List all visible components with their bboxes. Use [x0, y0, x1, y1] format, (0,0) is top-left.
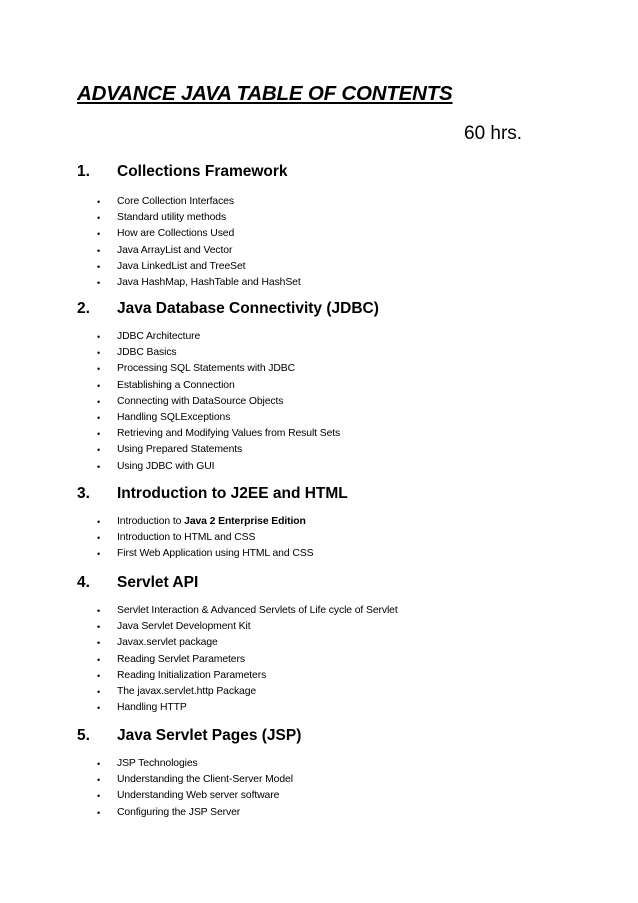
- section-title: Java Servlet Pages (JSP): [117, 727, 302, 744]
- bullet-icon: •: [97, 213, 101, 224]
- bullet-icon: •: [97, 429, 101, 440]
- topic-text: JSP Technologies: [117, 758, 198, 769]
- topic-text: Java HashMap, HashTable and HashSet: [117, 276, 301, 288]
- topic-text: Standard utility methods: [117, 212, 227, 224]
- section-title: Java Database Connectivity (JDBC): [117, 300, 379, 317]
- section-collections-framework: [0, 163, 638, 291]
- topic-text: JDBC Basics: [117, 347, 177, 359]
- topic-text: [117, 514, 306, 530]
- bullet-icon: •: [97, 245, 101, 256]
- bullet-icon: •: [97, 533, 101, 544]
- topic-list: [0, 756, 638, 821]
- section-number: 5.: [77, 727, 90, 744]
- topic-text: Java Servlet Development Kit: [117, 621, 251, 633]
- list-item: [0, 805, 638, 821]
- list-item: [0, 788, 638, 804]
- topic-list: [0, 514, 638, 563]
- bullet-icon: •: [97, 364, 101, 375]
- topic-text: Reading Servlet Parameters: [117, 653, 245, 665]
- topic-text: Processing SQL Statements with JDBC: [117, 363, 296, 375]
- list-item: [0, 378, 638, 394]
- topic-text: Establishing a Connection: [117, 379, 235, 391]
- list-item: [0, 259, 638, 275]
- bullet-icon: •: [97, 606, 101, 616]
- section-title: Servlet API: [117, 574, 199, 591]
- topic-text: JDBC Architecture: [117, 331, 201, 342]
- list-item: [0, 275, 638, 291]
- topic-text: First Web Application using HTML and CSS: [117, 548, 314, 560]
- topic-list: [0, 603, 638, 716]
- topic-text: Core Collection Interfaces: [117, 196, 234, 207]
- bullet-icon: •: [97, 791, 101, 802]
- topic-text: Javax.servlet package: [117, 637, 218, 649]
- list-item: [0, 700, 638, 716]
- list-item: [0, 394, 638, 410]
- topic-text: Using JDBC with GUI: [117, 460, 215, 472]
- topic-text: Reading Initialization Parameters: [117, 669, 267, 681]
- bullet-icon: •: [97, 229, 101, 240]
- document-title: ADVANCE JAVA TABLE OF CONTENTS: [77, 82, 453, 105]
- topic-text-emphasis: Java 2 Enterprise Edition: [184, 516, 306, 527]
- topic-text: How are Collections Used: [117, 228, 235, 240]
- topic-text-prefix: Introduction to: [117, 516, 185, 527]
- list-item: [0, 603, 638, 619]
- section-heading: [0, 574, 638, 598]
- topic-text: Using Prepared Statements: [117, 444, 243, 456]
- section-heading: [0, 727, 638, 751]
- topic-text: The javax.servlet.http Package: [117, 685, 257, 697]
- list-item: [0, 772, 638, 788]
- topic-text: Configuring the JSP Server: [117, 806, 241, 818]
- topic-text: Retrieving and Modifying Values from Result Sets: [117, 428, 341, 440]
- bullet-icon: •: [97, 348, 101, 359]
- list-item: [0, 243, 638, 259]
- section-jsp: [0, 727, 638, 821]
- list-item: [0, 410, 638, 426]
- list-item: [0, 684, 638, 700]
- list-item: [0, 210, 638, 226]
- section-number: 2.: [77, 300, 90, 317]
- list-item: [0, 514, 638, 530]
- topic-text: Java LinkedList and TreeSet: [117, 260, 246, 272]
- bullet-icon: •: [97, 670, 101, 681]
- section-number: 3.: [77, 485, 90, 502]
- topic-text: Understanding the Client-Server Model: [117, 774, 293, 786]
- section-jdbc: [0, 300, 638, 475]
- list-item: [0, 652, 638, 668]
- section-title: Introduction to J2EE and HTML: [117, 485, 348, 502]
- bullet-icon: •: [97, 380, 101, 391]
- bullet-icon: •: [97, 775, 101, 786]
- bullet-icon: •: [97, 759, 101, 769]
- list-item: [0, 194, 638, 210]
- bullet-icon: •: [97, 549, 101, 560]
- course-duration: 60 hrs.: [464, 123, 523, 144]
- section-servlet-api: [0, 574, 638, 716]
- bullet-icon: •: [97, 703, 101, 714]
- list-item: [0, 619, 638, 635]
- bullet-icon: •: [97, 445, 101, 456]
- section-j2ee-html: [0, 485, 638, 563]
- bullet-icon: •: [97, 412, 101, 423]
- list-item: [0, 756, 638, 772]
- topic-list: [0, 194, 638, 291]
- section-number: 1.: [77, 163, 90, 180]
- section-number: 4.: [77, 574, 90, 591]
- bullet-icon: •: [97, 197, 101, 207]
- bullet-icon: •: [97, 807, 101, 818]
- list-item: [0, 668, 638, 684]
- bullet-icon: •: [97, 261, 101, 272]
- bullet-icon: •: [97, 332, 101, 342]
- topic-text: Handling SQLExceptions: [117, 411, 231, 423]
- list-item: [0, 345, 638, 361]
- topic-list: [0, 329, 638, 475]
- bullet-icon: •: [97, 396, 101, 407]
- list-item: [0, 546, 638, 562]
- list-item: [0, 426, 638, 442]
- list-item: [0, 361, 638, 377]
- topic-text: Handling HTTP: [117, 702, 187, 714]
- section-heading: [0, 300, 638, 324]
- list-item: [0, 442, 638, 458]
- bullet-icon: •: [97, 461, 101, 472]
- bullet-icon: •: [97, 686, 101, 697]
- topic-text: Connecting with DataSource Objects: [117, 395, 284, 407]
- topic-text: Servlet Interaction & Advanced Servlets of Life cycle of Servlet: [117, 605, 398, 616]
- bullet-icon: •: [97, 277, 101, 288]
- list-item: [0, 329, 638, 345]
- list-item: [0, 226, 638, 242]
- topic-text: Java ArrayList and Vector: [117, 244, 233, 256]
- section-title: Collections Framework: [117, 163, 288, 180]
- bullet-icon: •: [97, 622, 101, 633]
- topic-text: Understanding Web server software: [117, 790, 280, 802]
- topic-text: Introduction to HTML and CSS: [117, 532, 256, 544]
- list-item: [0, 635, 638, 651]
- section-heading: [0, 485, 638, 509]
- bullet-icon: •: [97, 517, 101, 527]
- section-heading: [0, 163, 638, 187]
- list-item: [0, 530, 638, 546]
- bullet-icon: •: [97, 654, 101, 665]
- list-item: [0, 459, 638, 475]
- bullet-icon: •: [97, 638, 101, 649]
